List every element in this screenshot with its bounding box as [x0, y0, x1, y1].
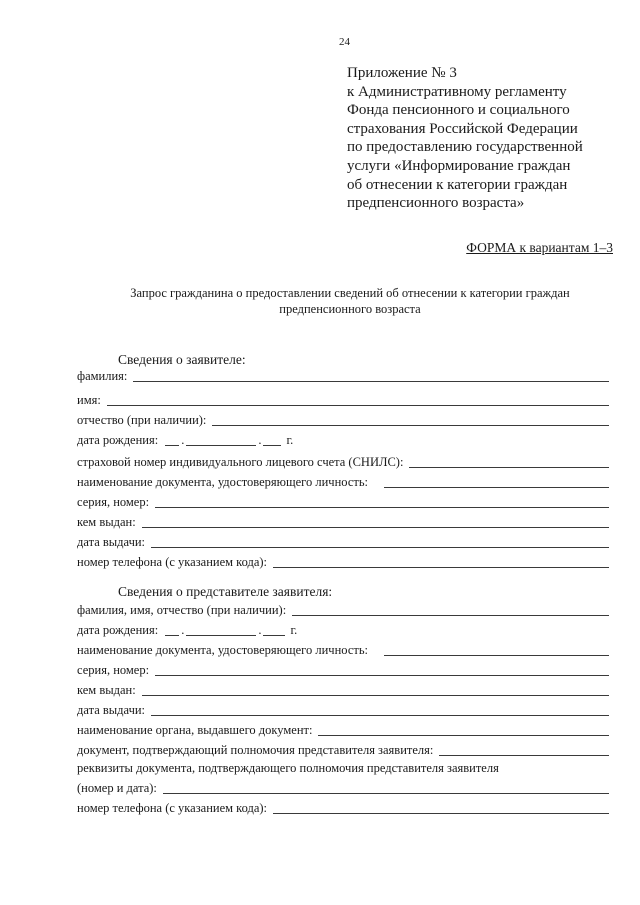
field-label: дата выдачи: — [77, 703, 146, 717]
appendix-line: к Административному регламенту — [347, 83, 567, 100]
appendix-line: Фонда пенсионного и социального — [347, 102, 570, 119]
phone-input-line[interactable] — [273, 800, 609, 814]
field-label: номер телефона (с указанием кода): — [77, 801, 268, 815]
surname-input-line[interactable] — [133, 368, 609, 382]
field-label: реквизиты документа, подтверждающего полномочия представителя заявителя — [77, 761, 499, 775]
rep-birth-date-field: дата рождения: . . г. — [77, 623, 298, 637]
year-suffix: г. — [290, 623, 298, 637]
snils-input-line[interactable] — [409, 454, 609, 468]
birth-month-input[interactable] — [186, 623, 256, 636]
field-label: наименование документа, удостоверяющего личность: — [77, 643, 369, 657]
patronymic-input-line[interactable] — [212, 412, 609, 426]
field-label: фамилия, имя, отчество (при наличии): — [77, 603, 287, 617]
field-label: дата рождения: — [77, 433, 159, 447]
appendix-line: предпенсионного возраста» — [347, 195, 525, 212]
birth-day-input[interactable] — [165, 623, 179, 636]
field-label: кем выдан: — [77, 683, 136, 697]
year-suffix: г. — [286, 433, 294, 447]
applicant-surname-field — [77, 366, 609, 384]
field-label: серия, номер: — [77, 495, 150, 509]
rep-id-doc-field — [77, 640, 609, 658]
field-label: дата рождения: — [77, 623, 159, 637]
applicant-birth-date-field: дата рождения: . . г. — [77, 433, 294, 447]
birth-month-input[interactable] — [186, 433, 256, 446]
field-label: наименование документа, удостоверяющего личность: — [77, 475, 369, 489]
issue-date-input-line[interactable] — [151, 702, 609, 716]
field-label: документ, подтверждающий полномочия представителя заявителя: — [77, 743, 434, 757]
field-label: дата выдачи: — [77, 535, 146, 549]
title-line: предпенсионного возраста — [279, 302, 421, 316]
appendix-header — [347, 64, 627, 213]
issued-by-input-line[interactable] — [142, 682, 609, 696]
applicant-name-field — [77, 390, 609, 408]
appendix-line: услуги «Информирование граждан — [347, 157, 571, 174]
title-line: Запрос гражданина о предоставлении сведений об отнесении к категории граждан — [130, 286, 570, 300]
document-title — [60, 285, 640, 317]
birth-year-input[interactable] — [263, 433, 281, 446]
applicant-series-number-field — [77, 492, 609, 510]
applicant-section-heading: Сведения о заявителе: — [118, 352, 246, 367]
birth-day-input[interactable] — [165, 433, 179, 446]
appendix-line: по предоставлению государственной — [347, 139, 583, 156]
series-number-input-line[interactable] — [155, 662, 609, 676]
name-input-line[interactable] — [107, 392, 609, 406]
field-label: кем выдан: — [77, 515, 136, 529]
rep-full-name-field — [77, 600, 609, 618]
rep-series-number-field — [77, 660, 609, 678]
appendix-line: об отнесении к категории граждан — [347, 176, 568, 193]
field-label: страховой номер индивидуального лицевого счета (СНИЛС): — [77, 455, 404, 469]
rep-issuing-authority-field — [77, 720, 609, 738]
rep-authority-details-field — [77, 778, 609, 796]
issuing-authority-input-line[interactable] — [318, 722, 609, 736]
authority-details-input-line[interactable] — [163, 780, 609, 794]
series-number-input-line[interactable] — [155, 494, 609, 508]
appendix-line: Приложение № 3 — [347, 65, 457, 81]
applicant-issued-by-field — [77, 512, 609, 530]
applicant-patronymic-field — [77, 410, 609, 428]
field-label: имя: — [77, 393, 101, 407]
full-name-input-line[interactable] — [292, 602, 609, 616]
rep-authority-details-label — [77, 758, 609, 776]
id-doc-input-line[interactable] — [384, 642, 609, 656]
applicant-snils-field — [77, 452, 609, 470]
field-label: фамилия: — [77, 369, 128, 383]
issued-by-input-line[interactable] — [142, 514, 609, 528]
field-label: серия, номер: — [77, 663, 150, 677]
field-label: отчество (при наличии): — [77, 413, 207, 427]
field-label: наименование органа, выдавшего документ: — [77, 723, 313, 737]
applicant-phone-field — [77, 552, 609, 570]
page-number: 24 — [339, 36, 350, 48]
id-doc-input-line[interactable] — [384, 474, 609, 488]
applicant-issue-date-field — [77, 532, 609, 550]
issue-date-input-line[interactable] — [151, 534, 609, 548]
birth-year-input[interactable] — [263, 623, 285, 636]
rep-phone-field — [77, 798, 609, 816]
form-reference: ФОРМА к вариантам 1–3 — [466, 240, 613, 255]
rep-authority-doc-field — [77, 740, 609, 758]
rep-issued-by-field — [77, 680, 609, 698]
field-label: номер телефона (с указанием кода): — [77, 555, 268, 569]
representative-section-heading: Сведения о представителе заявителя: — [118, 584, 333, 599]
field-label: (номер и дата): — [77, 781, 157, 795]
appendix-line: страхования Российской Федерации — [347, 120, 578, 137]
authority-doc-input-line[interactable] — [439, 742, 609, 756]
rep-issue-date-field — [77, 700, 609, 718]
phone-input-line[interactable] — [273, 554, 609, 568]
applicant-id-doc-field — [77, 472, 609, 490]
